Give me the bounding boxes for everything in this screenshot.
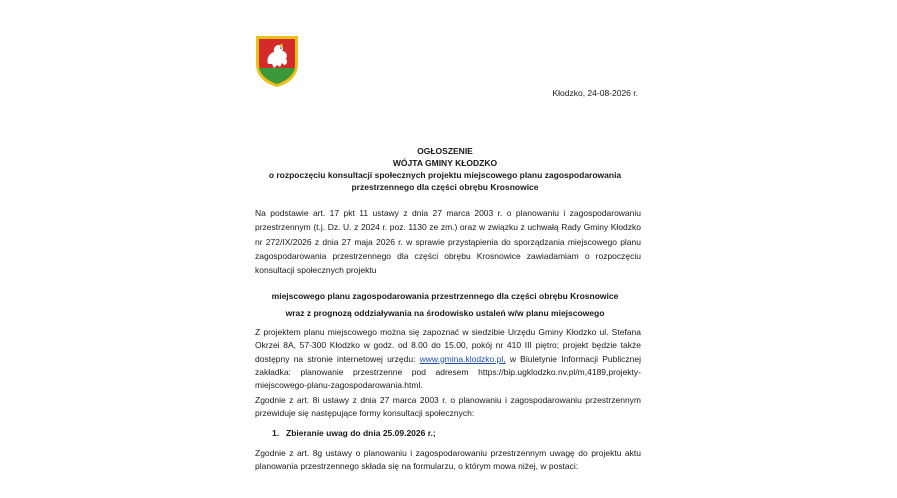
access-info-text-continued: w Biuletynie Informacji Publicznej zakładka: planowanie przestrzenne pod adresem https://bip.ugklodzko.nv.pl/m,4189,projekty-miejscowego-planu-zagospodarowania.html. bbox=[255, 353, 641, 391]
list-item-text: Zbieranie uwag do dnia 25.09.2026 r.; bbox=[286, 428, 436, 438]
consultation-forms-paragraph: Zgodnie z art. 8i ustawy z dnia 27 marca 2003 r. o planowaniu i zagospodarowaniu przestrzennym przewiduje się następujące formy konsultacji społecznych: bbox=[255, 395, 641, 419]
announcement-title: OGŁOSZENIE bbox=[417, 146, 473, 156]
announcement-issuer: WÓJTA GMINY KŁODZKO bbox=[392, 158, 498, 168]
access-info-text: Z projektem planu miejscowego można się zapoznać w siedzibie Urzędu Gminy Kłodzko ul. Stefana Okrzei 8A, 57-300 Kłodzko w godz. od 8.00 do 15.00, pokój nr 410 III piętro; projekt będzie także dostępny na stronie internetowej urzędu: bbox=[255, 327, 641, 364]
announcement-subject-line2: przestrzennego dla części obrębu Krosnowice bbox=[351, 182, 539, 192]
document-date: Kłodzko, 24-08-2026 r. bbox=[552, 88, 638, 98]
coat-of-arms-icon bbox=[254, 34, 300, 88]
access-info-paragraph bbox=[255, 326, 641, 392]
legal-basis-paragraph: Na podstawie art. 17 pkt 11 ustawy z dnia 27 marca 2003 r. o planowaniu i zagospodarowaniu przestrzennym (t.j. Dz. U. z 2024 r. poz. 1130 ze zm.) oraz w związku z uchwałą Rady Gminy Kłodzko nr 272/IX/2026 z dnia 27 maja 2026 r. w sprawie przystąpienia do sporządzania miejscowego planu zagospodarowania przestrzennego dla części obrębu Krosnowice zawiadamiam o rozpoczęciu konsultacji społecznych projektu bbox=[255, 208, 641, 276]
plan-name: miejscowego planu zagospodarowania przestrzennego dla części obrębu Krosnowice bbox=[271, 291, 619, 301]
comments-form-paragraph: Zgodnie z art. 8g ustawy o planowaniu i zagospodarowaniu przestrzennym uwagę do projektu aktu planowania przestrzennego składa się na formularzu, o którym mowa niżej, w postaci: bbox=[255, 448, 641, 472]
announcement-subject-line1: o rozpoczęciu konsultacji społecznych projektu miejscowego planu zagospodarowania bbox=[268, 170, 622, 180]
list-item bbox=[272, 428, 436, 438]
website-link[interactable]: www.gmina.klodzko.pl, bbox=[419, 353, 506, 364]
forecast-note: wraz z prognozą oddziaływania na środowisko ustaleń w/w planu miejscowego bbox=[285, 308, 605, 318]
list-item-number: 1. bbox=[272, 428, 280, 438]
